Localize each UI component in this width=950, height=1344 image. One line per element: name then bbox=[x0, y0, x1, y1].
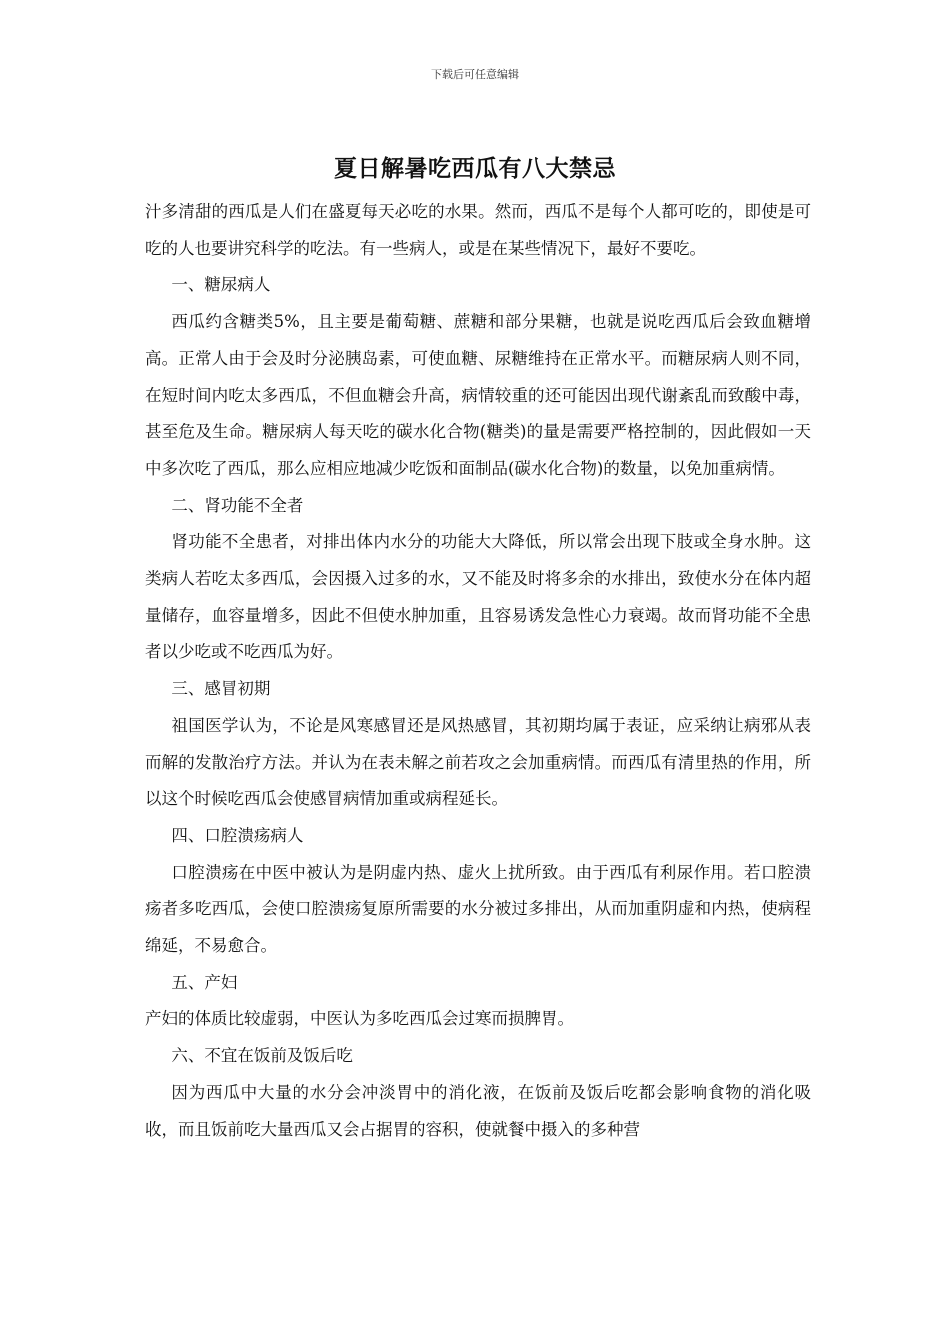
section-heading-meal-timing: 六、不宜在饭前及饭后吃 bbox=[171, 1046, 353, 1066]
section-body-diabetes: 西瓜约含糖类5%，且主要是葡萄糖、蔗糖和部分果糖，也就是说吃西瓜后会致血糖增高。正常人由于会及时分泌胰岛素，可使血糖、尿糖维持在正常水平。而糖尿病人则不同，在短时间内吃太多西瓜，不但血糖会升高，病情较重的还可能因出现代谢紊乱而致酸中毒，甚至危及生命。糖尿病人每天吃的碳水化合物(糖类)的量是需要严格控制的，因此假如一天中多次吃了西瓜，那么应相应地减少吃饭和面制品(碳水化合物)的数量，以免加重病情。 bbox=[145, 312, 811, 478]
section-body-postpartum: 产妇的体质比较虚弱，中医认为多吃西瓜会过寒而损脾胃。 bbox=[145, 1009, 574, 1029]
section-body-kidney: 肾功能不全患者，对排出体内水分的功能大大降低，所以常会出现下肢或全身水肿。这类病人若吃太多西瓜，会因摄入过多的水，又不能及时将多余的水排出，致使水分在体内超量储存，血容量增多，因此不但使水肿加重，且容易诱发急性心力衰竭。故而肾功能不全患者以少吃或不吃西瓜为好。 bbox=[145, 532, 811, 662]
section-heading-mouth-ulcer: 四、口腔溃疡病人 bbox=[171, 825, 304, 845]
section-heading-postpartum: 五、产妇 bbox=[171, 972, 238, 992]
section-heading-kidney: 二、肾功能不全者 bbox=[171, 495, 304, 515]
page-header-note: 下载后可任意编辑 bbox=[431, 68, 519, 81]
section-body-mouth-ulcer: 口腔溃疡在中医中被认为是阴虚内热、虚火上扰所致。由于西瓜有利尿作用。若口腔溃疡者多吃西瓜，会使口腔溃疡复原所需要的水分被过多排出，从而加重阴虚和内热，使病程绵延，不易愈合。 bbox=[145, 862, 811, 956]
intro-paragraph: 汁多清甜的西瓜是人们在盛夏每天必吃的水果。然而，西瓜不是每个人都可吃的，即使是可吃的人也要讲究科学的吃法。有一些病人，或是在某些情况下，最好不要吃。 bbox=[145, 202, 811, 258]
section-body-cold: 祖国医学认为，不论是风寒感冒还是风热感冒，其初期均属于表证，应采纳让病邪从表而解的发散治疗方法。并认为在表未解之前若攻之会加重病情。而西瓜有清里热的作用，所以这个时候吃西瓜会使感冒病情加重或病程延长。 bbox=[145, 715, 811, 809]
section-body-meal-timing: 因为西瓜中大量的水分会冲淡胃中的消化液，在饭前及饭后吃都会影响食物的消化吸收，而且饭前吃大量西瓜又会占据胃的容积，使就餐中摄入的多种营 bbox=[145, 1082, 811, 1139]
section-heading-diabetes: 一、糖尿病人 bbox=[171, 275, 271, 295]
document-title: 夏日解暑吃西瓜有八大禁忌 bbox=[334, 155, 616, 182]
document-body bbox=[145, 194, 811, 1148]
section-heading-cold: 三、感冒初期 bbox=[171, 679, 271, 699]
